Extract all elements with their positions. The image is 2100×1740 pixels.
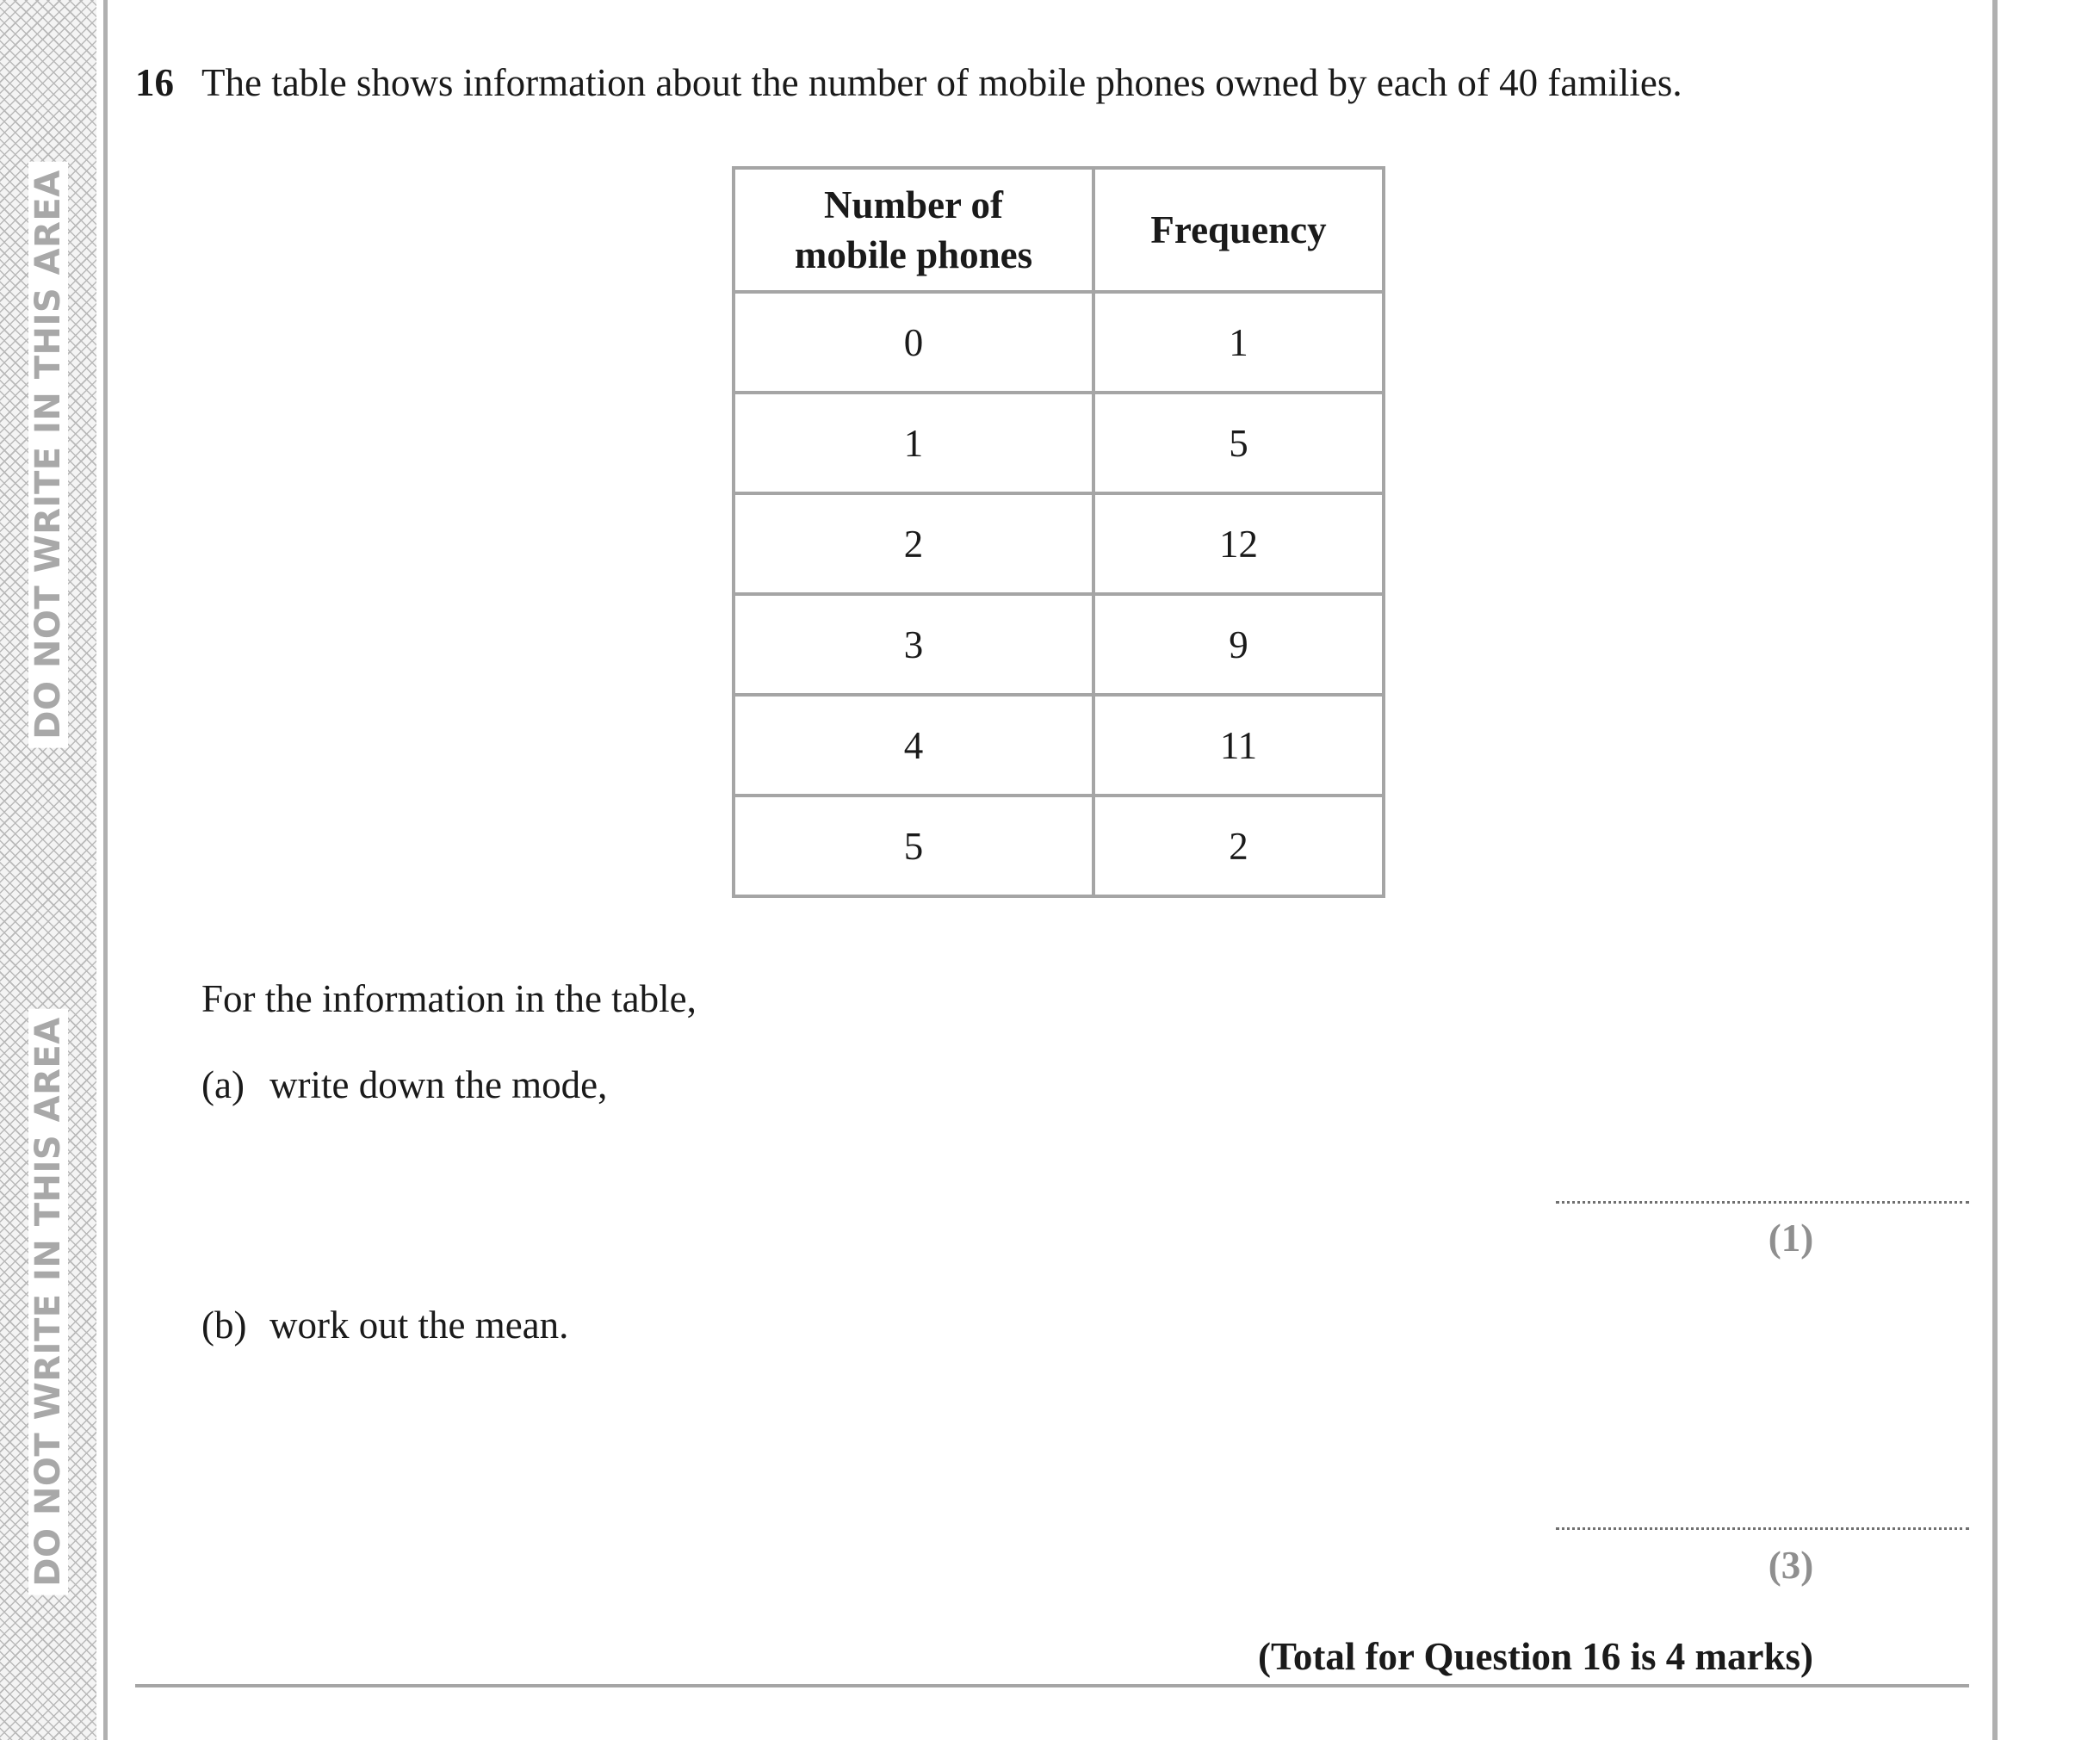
cell-frequency: 11 [1093, 695, 1384, 796]
table-row [734, 695, 1384, 796]
table-row [734, 292, 1384, 393]
margin-warning-upper: DO NOT WRITE IN THIS AREA [28, 161, 68, 747]
margin-rule [103, 0, 108, 1740]
margin-warning-lower: DO NOT WRITE IN THIS AREA [28, 1008, 68, 1594]
table-row [734, 594, 1384, 695]
cell-phones: 5 [734, 796, 1093, 896]
frequency-table [732, 166, 1385, 898]
part-b-label: (b) [201, 1303, 247, 1347]
intro-text: For the information in the table, [201, 977, 697, 1020]
header-line-2: mobile phones [794, 233, 1033, 276]
part-a [201, 1062, 607, 1107]
table-header-row [734, 168, 1384, 292]
cell-phones: 2 [734, 493, 1093, 594]
cell-phones: 3 [734, 594, 1093, 695]
total-marks: (Total for Question 16 is 4 marks) [1257, 1635, 1813, 1678]
bottom-rule [135, 1684, 1969, 1687]
part-a-label: (a) [201, 1063, 245, 1106]
marks-part-a: (1) [1768, 1217, 1814, 1260]
table-row [734, 493, 1384, 594]
cell-phones: 4 [734, 695, 1093, 796]
right-border-rule [1992, 0, 1998, 1740]
margin-strip [0, 0, 96, 1740]
part-b [201, 1303, 568, 1347]
answer-line-b[interactable] [1556, 1527, 1969, 1530]
marks-part-b: (3) [1768, 1544, 1814, 1587]
table-row [734, 393, 1384, 493]
part-a-text: write down the mode, [269, 1063, 608, 1106]
header-number-of-mobile-phones [734, 168, 1093, 292]
question-stem: The table shows information about the number of mobile phones owned by each of 40 families. [201, 61, 1682, 104]
cell-frequency: 2 [1093, 796, 1384, 896]
cell-frequency: 1 [1093, 292, 1384, 393]
cell-frequency: 9 [1093, 594, 1384, 695]
header-line-1: Number of [824, 183, 1003, 226]
cell-phones: 1 [734, 393, 1093, 493]
table-row [734, 796, 1384, 896]
cell-frequency: 12 [1093, 493, 1384, 594]
part-b-text: work out the mean. [269, 1303, 569, 1347]
question-number: 16 [135, 61, 174, 104]
answer-line-a[interactable] [1556, 1201, 1969, 1204]
header-frequency: Frequency [1093, 168, 1384, 292]
cell-phones: 0 [734, 292, 1093, 393]
cell-frequency: 5 [1093, 393, 1384, 493]
